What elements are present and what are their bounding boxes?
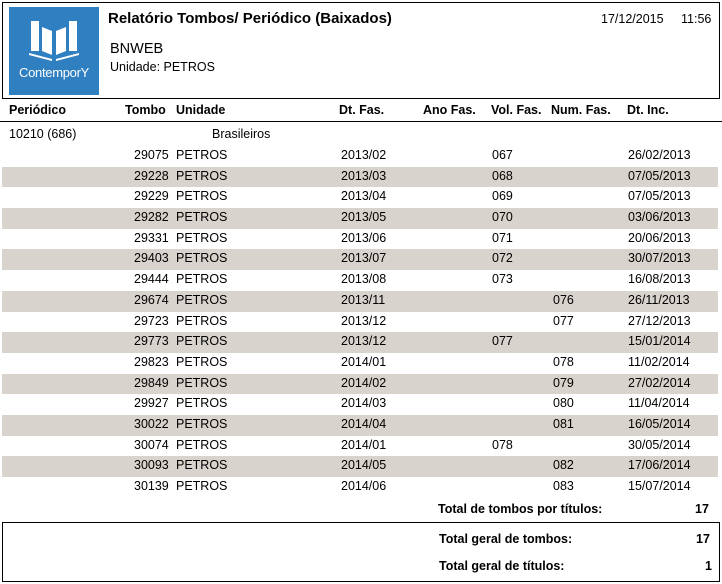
col-unidade: Unidade [176,103,226,117]
cell-unidade: PETROS [176,458,228,473]
table-row [2,394,718,415]
group-header [0,126,722,144]
cell-dt-inc: 27/12/2013 [628,313,691,328]
cell-dt-fas: 2013/05 [341,210,387,225]
totals-footer [2,522,720,582]
cell-dt-fas: 2013/03 [341,168,387,183]
cell-tombo: 29282 [134,210,169,225]
cell-unidade: PETROS [176,272,228,287]
cell-unidade: PETROS [176,313,228,328]
cell-dt-inc: 03/06/2013 [628,210,691,225]
cell-tombo: 29444 [134,272,169,287]
col-vol-fas: Vol. Fas. [491,103,542,117]
cell-dt-inc: 20/06/2013 [628,230,691,245]
total-general-tombos-value: 17 [696,532,710,546]
cell-dt-fas: 2014/05 [341,458,387,473]
table-row [2,374,718,395]
cell-tombo: 29229 [134,189,169,204]
cell-dt-fas: 2014/02 [341,375,387,390]
cell-tombo: 29331 [134,230,169,245]
cell-vol: 069 [492,189,513,204]
table-row [2,187,718,208]
cell-unidade: PETROS [176,479,228,493]
cell-tombo: 30139 [134,479,169,493]
logo-text: ContemporY [19,65,89,80]
cell-num: 080 [553,396,574,411]
table-row [2,208,718,229]
cell-dt-fas: 2014/03 [341,396,387,411]
table-row [2,415,718,436]
cell-dt-fas: 2013/12 [341,334,387,349]
cell-dt-fas: 2013/02 [341,148,387,162]
cell-dt-inc: 17/06/2014 [628,458,691,473]
col-tombo: Tombo [125,103,166,117]
cell-unidade: PETROS [176,292,228,307]
company-logo [9,7,99,95]
cell-dt-fas: 2014/06 [341,479,387,493]
table-row [2,291,718,312]
table-row [2,436,718,457]
column-headers [0,102,722,122]
total-general-tombos-label: Total geral de tombos: [439,532,573,546]
cell-dt-fas: 2013/08 [341,272,387,287]
cell-dt-fas: 2014/04 [341,416,387,431]
report-title: Relatório Tombos/ Periódico (Baixados) [108,10,392,27]
cell-unidade: PETROS [176,396,228,411]
cell-unidade: PETROS [176,251,228,266]
cell-tombo: 29075 [134,148,169,162]
cell-dt-fas: 2013/07 [341,251,387,266]
group-periodico: 10210 (686) [9,127,77,141]
cell-tombo: 29823 [134,354,169,369]
cell-dt-inc: 15/07/2014 [628,479,691,493]
cell-vol: 070 [492,210,513,225]
system-name: BNWEB [110,41,164,57]
col-periodico: Periódico [9,103,66,117]
book-icon [27,19,81,61]
cell-vol: 071 [492,230,513,245]
table-row [2,312,718,333]
cell-tombo: 29773 [134,334,169,349]
table-row [2,353,718,374]
cell-dt-inc: 15/01/2014 [628,334,691,349]
cell-dt-inc: 11/04/2014 [628,396,690,411]
cell-num: 078 [553,354,574,369]
cell-tombo: 29403 [134,251,169,266]
col-dt-fas: Dt. Fas. [339,103,385,117]
total-by-title-value: 17 [695,502,709,516]
cell-num: 081 [553,416,574,431]
cell-vol: 067 [492,148,513,162]
cell-unidade: PETROS [176,148,228,162]
cell-unidade: PETROS [176,416,228,431]
cell-vol: 078 [492,437,513,452]
cell-dt-inc: 30/05/2014 [628,437,691,452]
cell-dt-fas: 2013/06 [341,230,387,245]
cell-vol: 072 [492,251,513,266]
table-row [2,146,718,167]
total-by-title-label: Total de tombos por títulos: [438,502,603,516]
total-general-titles-value: 1 [705,559,712,573]
cell-tombo: 30022 [134,416,169,431]
unit-label: Unidade: PETROS [110,60,215,74]
col-num-fas: Num. Fas. [551,103,611,117]
cell-dt-fas: 2013/11 [341,292,386,307]
cell-dt-inc: 30/07/2013 [628,251,691,266]
cell-tombo: 29228 [134,168,169,183]
cell-dt-inc: 07/05/2013 [628,189,691,204]
data-rows [0,146,722,498]
col-ano-fas: Ano Fas. [423,103,476,117]
cell-unidade: PETROS [176,230,228,245]
cell-dt-inc: 26/11/2013 [628,292,690,307]
cell-dt-fas: 2013/12 [341,313,387,328]
cell-unidade: PETROS [176,437,228,452]
cell-unidade: PETROS [176,210,228,225]
cell-tombo: 30093 [134,458,169,473]
cell-dt-fas: 2014/01 [341,437,387,452]
table-row [2,477,718,498]
total-general-titles-label: Total geral de títulos: [439,559,565,573]
cell-vol: 073 [492,272,513,287]
table-row [2,249,718,270]
cell-num: 076 [553,292,574,307]
cell-dt-inc: 16/05/2014 [628,416,691,431]
cell-dt-inc: 27/02/2014 [628,375,691,390]
cell-unidade: PETROS [176,168,228,183]
cell-num: 083 [553,479,574,493]
cell-vol: 077 [492,334,513,349]
group-title: Brasileiros [212,127,271,141]
cell-vol: 068 [492,168,513,183]
cell-num: 082 [553,458,574,473]
cell-unidade: PETROS [176,354,228,369]
cell-tombo: 29849 [134,375,169,390]
col-dt-inc: Dt. Inc. [627,103,669,117]
subtotal-row [0,500,722,520]
cell-dt-inc: 07/05/2013 [628,168,691,183]
cell-dt-fas: 2014/01 [341,354,387,369]
cell-unidade: PETROS [176,334,228,349]
cell-dt-inc: 11/02/2014 [628,354,690,369]
table-row [2,167,718,188]
cell-dt-inc: 16/08/2013 [628,272,691,287]
cell-dt-inc: 26/02/2013 [628,148,691,162]
report-header [2,2,720,99]
cell-unidade: PETROS [176,189,228,204]
table-row [2,332,718,353]
cell-num: 079 [553,375,574,390]
cell-tombo: 29927 [134,396,169,411]
cell-tombo: 29723 [134,313,169,328]
cell-unidade: PETROS [176,375,228,390]
table-row [2,456,718,477]
report-date: 17/12/2015 [601,12,664,26]
table-row [2,229,718,250]
cell-dt-fas: 2013/04 [341,189,387,204]
cell-tombo: 29674 [134,292,169,307]
cell-num: 077 [553,313,574,328]
table-row [2,270,718,291]
cell-tombo: 30074 [134,437,169,452]
report-time: 11:56 [681,12,712,26]
